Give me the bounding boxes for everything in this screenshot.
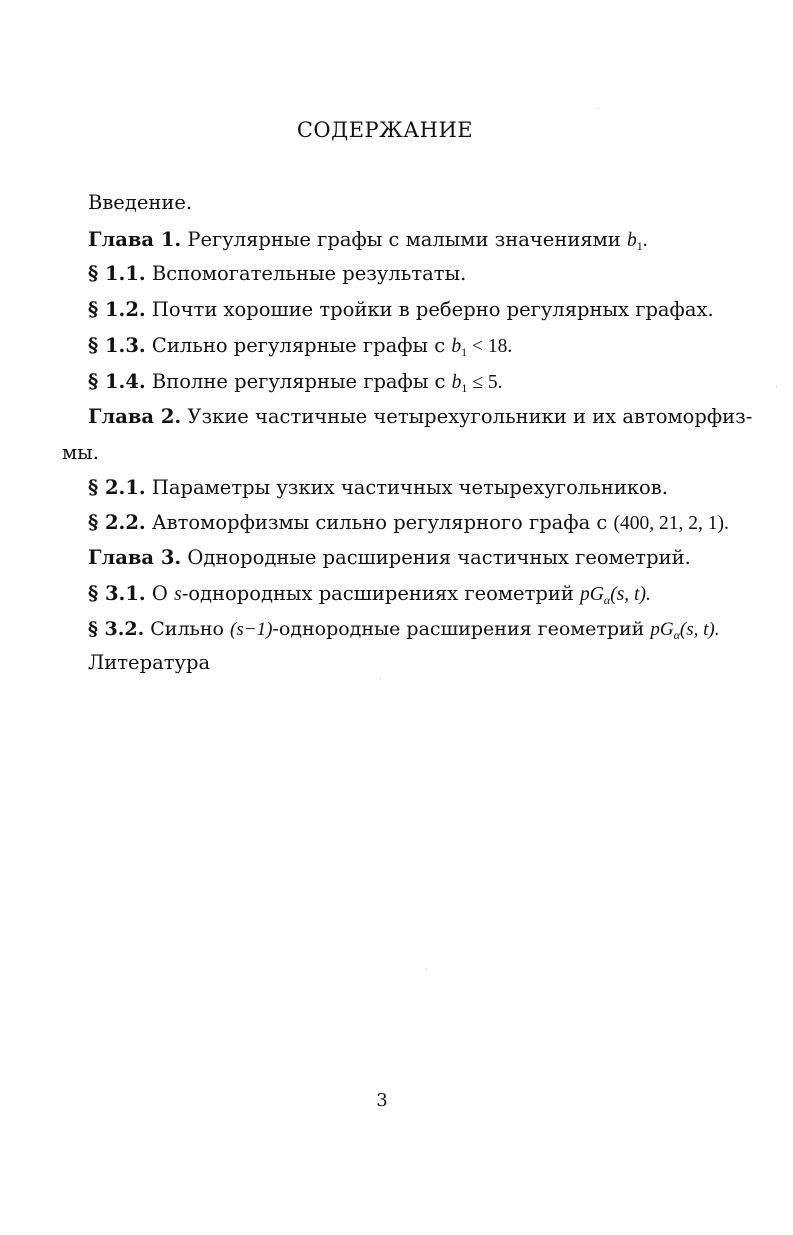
toc-entry-section-1-4 — [88, 370, 503, 395]
toc-entry-tail: . — [642, 230, 648, 251]
toc-entry-section-1-1 — [88, 262, 466, 286]
scan-speck — [776, 386, 777, 387]
toc-entry-tail: (s, t). — [610, 584, 651, 605]
toc-entry-text: Почти хорошие тройки в реберно регулярных графах. — [145, 298, 714, 321]
toc-entry-text: Вспомогательные результаты. — [145, 262, 467, 285]
toc-entry-tail: (s, t). — [679, 619, 720, 640]
scan-speck — [426, 968, 427, 969]
toc-entry-section-3-1 — [88, 582, 651, 607]
math-variable: b — [451, 336, 462, 357]
toc-entry-text: Автоморфизмы сильно регулярного графа с — [145, 511, 614, 534]
math-variable: s — [174, 584, 182, 605]
toc-entry-label: Глава 2. — [88, 405, 182, 428]
toc-entry-text: -однородных расширениях геометрий — [181, 582, 581, 605]
math-variable: b — [627, 230, 637, 251]
toc-entry-label: § 2.2. — [88, 511, 146, 534]
toc-entry-label: Глава 3. — [88, 546, 182, 569]
scan-speck — [380, 678, 381, 679]
toc-entry-section-3-2 — [88, 617, 719, 642]
toc-entry-text: Сильно — [144, 618, 231, 640]
toc-entry-text: -однородные расширения геометрий — [272, 618, 651, 640]
toc-entry-label: § 2.1. — [88, 476, 146, 499]
toc-entry-label: § 1.4. — [88, 370, 146, 393]
toc-entry-tail: < 18. — [467, 336, 513, 357]
toc-entry-tail: ≤ 5. — [467, 372, 503, 393]
toc-entry-text: Введение. — [88, 191, 193, 214]
toc-entry-label: § 3.1. — [88, 582, 146, 605]
toc-entry-section-1-2 — [88, 298, 714, 322]
toc-entry-bibliography — [88, 651, 210, 675]
toc-entry-label: § 3.2. — [88, 618, 145, 640]
toc-entry-label: Глава 1. — [88, 228, 182, 251]
math-subscript: α — [673, 628, 680, 642]
toc-entry-section-1-3 — [88, 334, 512, 359]
toc-entry-tail: (400, 21, 2, 1). — [613, 513, 729, 534]
math-subscript: 1 — [461, 345, 468, 359]
toc-entry-text: Узкие частичные четырехугольники и их автоморфиз- — [181, 405, 753, 428]
toc-entry-text: Литература — [88, 651, 211, 674]
toc-entry-label: § 1.1. — [88, 262, 146, 285]
math-subscript: 1 — [461, 381, 468, 395]
math-subscript: α — [603, 593, 611, 607]
toc-entry-chapter-2 — [88, 405, 752, 429]
toc-entry-text: Сильно регулярные графы с — [145, 334, 452, 357]
toc-entry-introduction — [88, 191, 192, 215]
math-expression: pG — [650, 619, 674, 640]
toc-entry-label: § 1.3. — [88, 334, 146, 357]
toc-entry-text: О — [145, 582, 175, 605]
math-expression: pG — [580, 584, 604, 605]
toc-entry-text: Параметры узких частичных четырехугольников. — [145, 476, 668, 499]
toc-entry-section-2-2 — [88, 511, 729, 536]
toc-entry-chapter-1 — [88, 228, 648, 253]
toc-entry-section-2-1 — [88, 476, 668, 500]
toc-entry-text: мы. — [62, 441, 99, 464]
math-subscript: 1 — [636, 239, 643, 253]
page-number: 3 — [376, 1090, 388, 1111]
toc-entry-label: § 1.2. — [88, 298, 146, 321]
toc-entry-chapter-2-continuation — [62, 441, 99, 465]
page-title: СОДЕРЖАНИЕ — [296, 118, 474, 142]
math-expression: (s−1) — [230, 619, 273, 640]
toc-entry-text: Однородные расширения частичных геометрий. — [181, 546, 691, 569]
math-variable: b — [451, 372, 462, 393]
toc-entry-chapter-3 — [88, 546, 691, 570]
toc-entry-text: Регулярные графы с малыми значениями — [181, 228, 628, 251]
scan-speck — [598, 108, 599, 109]
toc-entry-text: Вполне регулярные графы с — [145, 370, 452, 393]
